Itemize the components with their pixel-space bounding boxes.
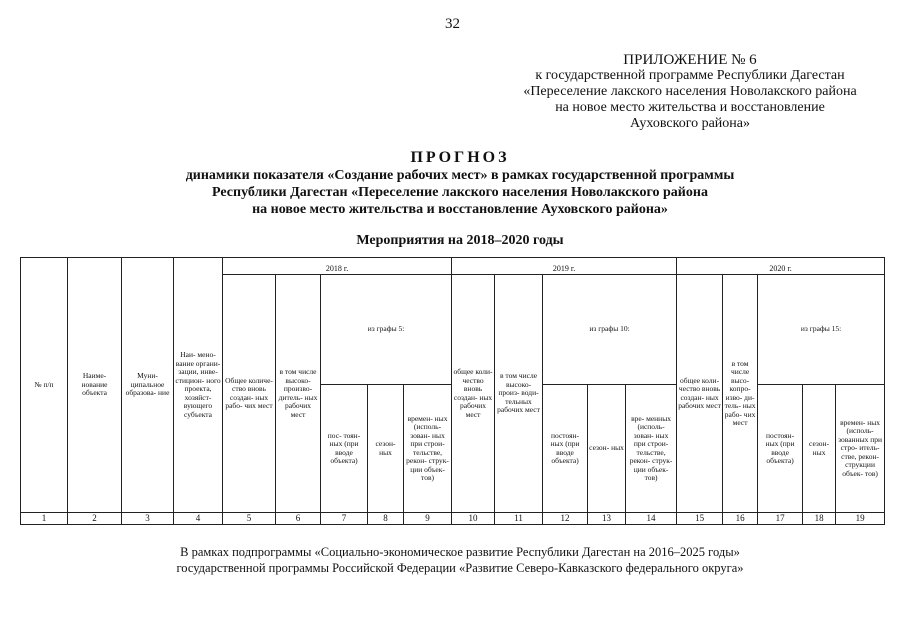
header-2018-seasonal: сезон- ных [368, 385, 404, 513]
header-year-2018: 2018 г. [223, 258, 452, 275]
header-2020-total: общее коли- чество вновь создан- ных рабочих мест [677, 275, 723, 513]
column-number-cell: 2 [68, 513, 122, 525]
appendix-line: «Переселение лакского населения Новолакского района [523, 84, 857, 99]
appendix-title: ПРИЛОЖЕНИЕ № 6 [623, 52, 757, 68]
column-number-cell: 11 [495, 513, 543, 525]
column-number-cell: 5 [223, 513, 276, 525]
column-number-cell: 12 [543, 513, 588, 525]
appendix-line: на новое место жительства и восстановление [555, 100, 825, 115]
header-2018-permanent: пос- тоян- ных (при вводе объекта) [321, 385, 368, 513]
column-number-cell: 14 [626, 513, 677, 525]
header-col-number: № п/п [21, 258, 68, 513]
column-number-cell: 17 [758, 513, 803, 525]
header-2019-of-column: из графы 10: [543, 275, 677, 385]
column-number-cell: 16 [723, 513, 758, 525]
header-2019-permanent: постоян- ных (при вводе объекта) [543, 385, 588, 513]
header-2020-temporary: времен- ных (исполь- зованных при стро- итель- стве, рекон- струкции объек- тов) [836, 385, 885, 513]
appendix-line: к государственной программе Республики Дагестан [535, 68, 845, 83]
header-col-municipality: Муни- ципальное образова- ние [122, 258, 174, 513]
header-2019-seasonal: сезон- ных [588, 385, 626, 513]
column-number-cell: 1 [21, 513, 68, 525]
column-number-cell: 9 [404, 513, 452, 525]
forecast-table [20, 257, 885, 525]
header-2020-seasonal: сезон- ных [803, 385, 836, 513]
header-col-organization: Наи- мено- вание органи- зации, инве- стицион- ного проекта, хозяйст- вующего субъекта [174, 258, 223, 513]
appendix-line: Ауховского района» [629, 116, 751, 131]
measures-title: Мероприятия на 2018–2020 годы [356, 233, 564, 248]
subprogram-footnote [60, 544, 860, 576]
header-2018-of-column: из графы 5: [321, 275, 452, 385]
document-subtitle [90, 167, 830, 218]
column-number-cell: 18 [803, 513, 836, 525]
header-2018-high: в том числе высоко- произво- дитель- ных рабочих мест [276, 275, 321, 513]
header-col-object: Наиме- нование объекта [68, 258, 122, 513]
page-number: 32 [445, 16, 460, 32]
subtitle-line: на новое место жительства и восстановление Ауховского района» [252, 202, 668, 217]
column-number-cell: 7 [321, 513, 368, 525]
appendix-header [500, 52, 880, 132]
header-2019-total: общее коли- чество вновь создан- ных рабочих мест [452, 275, 495, 513]
header-2019-temporary: вре- менных (исполь- зован- ных при строи- тельстве, рекон- струк- ции объек- тов) [626, 385, 677, 513]
header-2020-high: в том числе высо- копро- изво- ди- тель- ных рабо- чих мест [723, 275, 758, 513]
header-2018-total: Общее количе- ство вновь создан- ных рабо- чих мест [223, 275, 276, 513]
header-2020-of-column: из графы 15: [758, 275, 885, 385]
header-2019-high: в том числе высоко- произ- води- тельных рабочих мест [495, 275, 543, 513]
column-number-cell: 10 [452, 513, 495, 525]
header-year-2019: 2019 г. [452, 258, 677, 275]
footnote-line: государственной программы Российской Федерации «Развитие Северо-Кавказского федерального округа» [176, 561, 744, 575]
column-number-cell: 6 [276, 513, 321, 525]
document-title: ПРОГНОЗ [410, 149, 510, 166]
column-number-cell: 4 [174, 513, 223, 525]
column-number-cell: 8 [368, 513, 404, 525]
column-number-cell: 3 [122, 513, 174, 525]
column-number-cell: 19 [836, 513, 885, 525]
header-year-2020: 2020 г. [677, 258, 885, 275]
subtitle-line: Республики Дагестан «Переселение лакского населения Новолакского района [212, 185, 708, 200]
column-number-cell: 13 [588, 513, 626, 525]
column-number-cell: 15 [677, 513, 723, 525]
header-2020-permanent: постоян- ных (при вводе объекта) [758, 385, 803, 513]
footnote-line: В рамках подпрограммы «Социально-экономическое развитие Республики Дагестан на 2016–2025 годы» [180, 545, 740, 559]
subtitle-line: динамики показателя «Создание рабочих мест» в рамках государственной программы [185, 168, 735, 183]
header-2018-temporary: времен- ных (исполь- зован- ных при строи- тельстве, рекон- струк- ции объек- тов) [404, 385, 452, 513]
